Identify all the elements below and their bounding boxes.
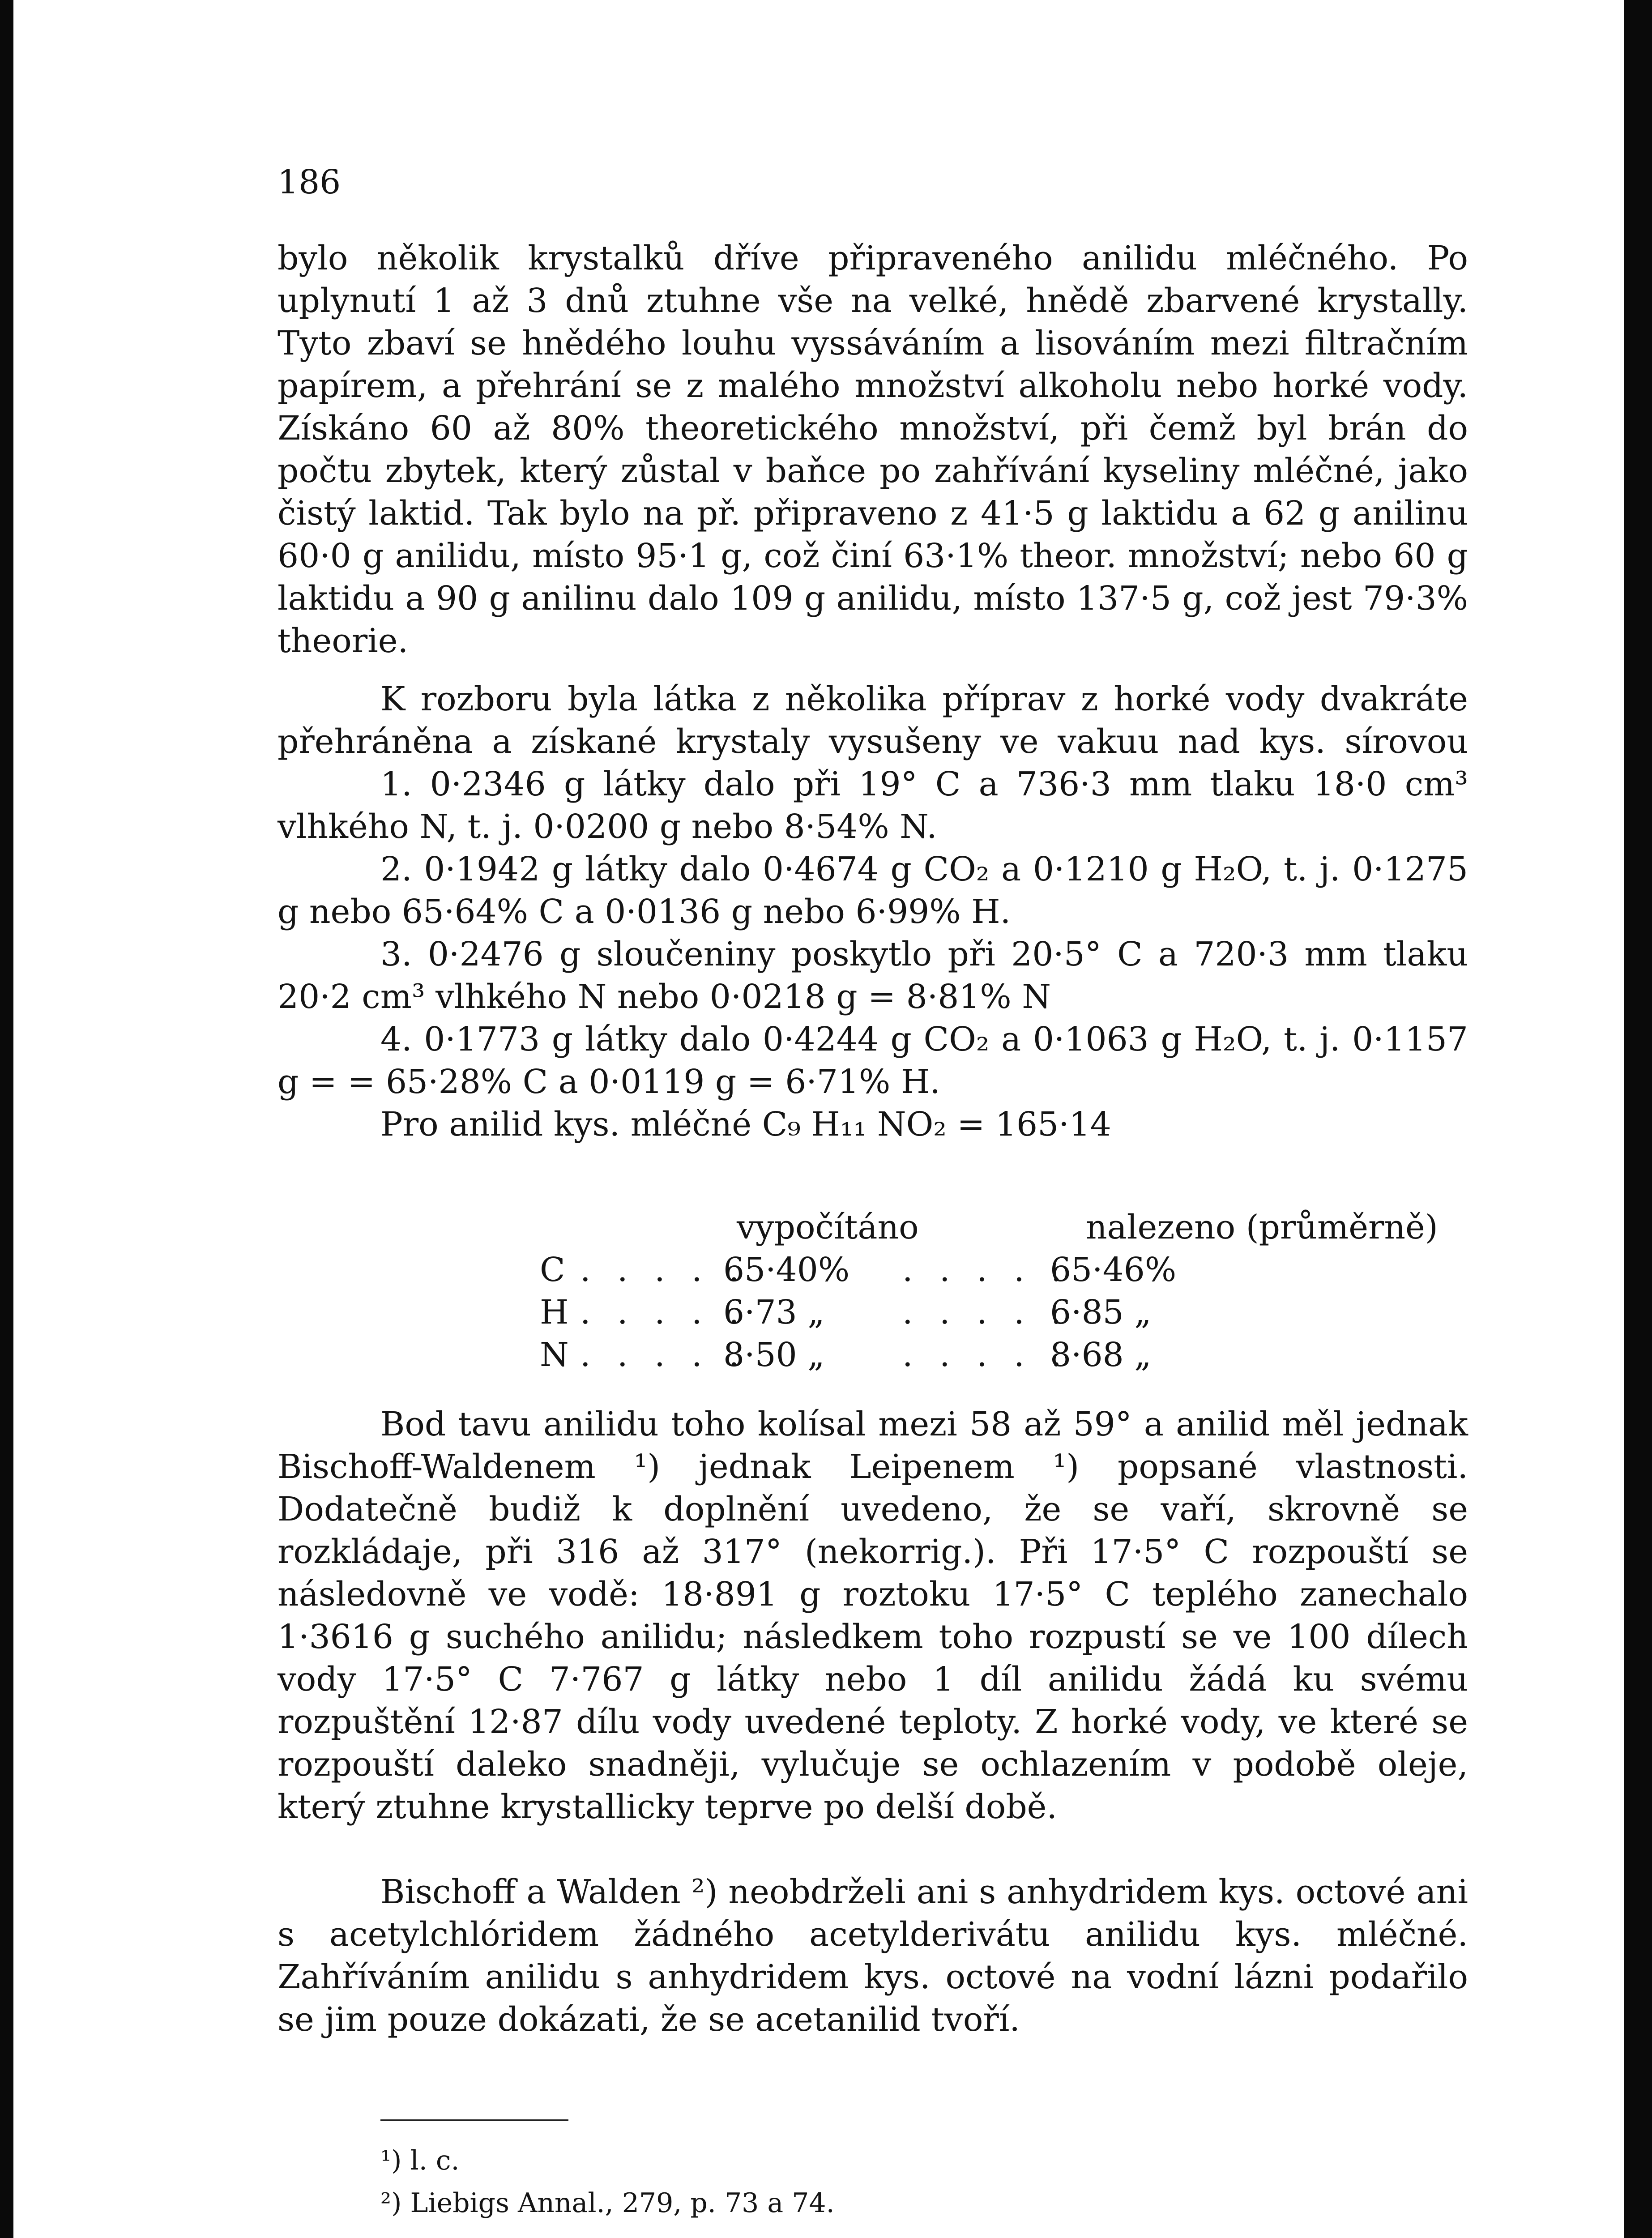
table-row: N . . . . .8·50 „ . . . . .8·68 „ [540,1334,1152,1376]
paragraph-3: Bod tavu anilidu toho kolísal mezi 58 až 59° a anilid měl jednak Bischoff-Waldenem ¹) jednak Leipenem ¹) popsané vlastnosti. Dodatečně budiž k doplnění uvedeno, že se vaří, skrovně se rozkládaje, při 316 až 317° (nekorrig.). Při 17·5° C rozpouští se následovně ve vodě: 18·891 g roztoku 17·5° C teplého zanechalo 1·3616 g suchého anilidu; následkem toho rozpustí se ve 100 dílech vody 17·5° C 7·767 g látky nebo 1 díl anilidu žádá ku svému rozpuštění 12·87 dílu vody uvedené teploty. Z horké vody, ve které se rozpouští daleko snadněji, vylučuje se ochlazením v podobě oleje, který ztuhne krystallicky teprve po delší době. [277,1405,1468,1826]
formula-line: Pro anilid kys. mléčné C₉ H₁₁ NO₂ = 165·14 [380,1105,1111,1144]
calculated-value: 8·50 „ [723,1336,825,1374]
measurement-2: 2. 0·1942 g látky dalo 0·4674 g CO₂ a 0·1210 g H₂O, t. j. 0·1275 g nebo 65·64% C a 0·0136 g nebo 6·99% H. [277,850,1468,931]
measurement-1: 1. 0·2346 g látky dalo při 19° C a 736·3 mm tlaku 18·0 cm³ vlhkého N, t. j. 0·0200 g nebo 8·54% N. [277,765,1468,846]
paragraph-2: K rozboru byla látka z několika příprav z horké vody dvakráte přehráněna a získané krystaly vysušeny ve vakuu nad kys. sírovou [277,680,1468,761]
paragraph-1: bylo několik krystalků dříve připraveného anilidu mléčného. Po uplynutí 1 až 3 dnů ztuhne vše na velké, hnědě zbarvené krystally. Tyto zbaví se hnědého louhu vyssáváním a lisováním mezi filtračním papírem, a přehrání se z malého množství alkoholu nebo horké vody. Získáno 60 až 80% theoretického množství, při čemž byl brán do počtu zbytek, který zůstal v baňce po zahřívání kyseliny mléčné, jako čistý laktid. Tak bylo na př. připraveno z 41·5 g laktidu a 62 g anilinu 60·0 g anilidu, místo 95·1 g, což činí 63·1% theor. množství; nebo 60 g laktidu a 90 g anilinu dalo 109 g anilidu, místo 137·5 g, což jest 79·3% theorie. [277,239,1468,660]
scan-border-left [0,0,13,2238]
header-calculated: vypočítáno [737,1208,919,1247]
measurement-4: 4. 0·1773 g látky dalo 0·4244 g CO₂ a 0·1063 g H₂O, t. j. 0·1157 g = = 65·28% C a 0·0119 g = 6·71% H. [277,1020,1468,1101]
footnote-2: ²) Liebigs Annal., 279, p. 73 a 74. [380,2187,835,2219]
footnote-divider [380,2119,568,2121]
calculated-value: 65·40% [723,1251,850,1289]
element: N [540,1336,569,1374]
table-row: C . . . . .65·40% . . . . .65·46% [540,1249,1176,1291]
found-value: 6·85 „ [1050,1293,1152,1332]
page-number: 186 [277,163,341,201]
found-value: 65·46% [1050,1251,1177,1289]
header-found: nalezeno (průměrně) [1086,1208,1438,1247]
element: H [540,1293,569,1332]
scan-border-right [1624,0,1652,2238]
table-row: H . . . . .6·73 „ . . . . .6·85 „ [540,1291,1152,1334]
calculated-value: 6·73 „ [723,1293,825,1332]
found-value: 8·68 „ [1050,1336,1152,1374]
measurement-3: 3. 0·2476 g sloučeniny poskytlo při 20·5° C a 720·3 mm tlaku 20·2 cm³ vlhkého N nebo 0·0218 g = 8·81% N [277,935,1468,1016]
footnote-1: ¹) l. c. [380,2145,460,2176]
element: C [540,1251,565,1289]
paragraph-4: Bischoff a Walden ²) neobdrželi ani s anhydridem kys. octové ani s acetylchlóridem žádného acetylderivátu anilidu kys. mléčné. Zahříváním anilidu s anhydridem kys. octové na vodní lázni podařilo se jim pouze dokázati, že se acetanilid tvoří. [277,1873,1468,2039]
